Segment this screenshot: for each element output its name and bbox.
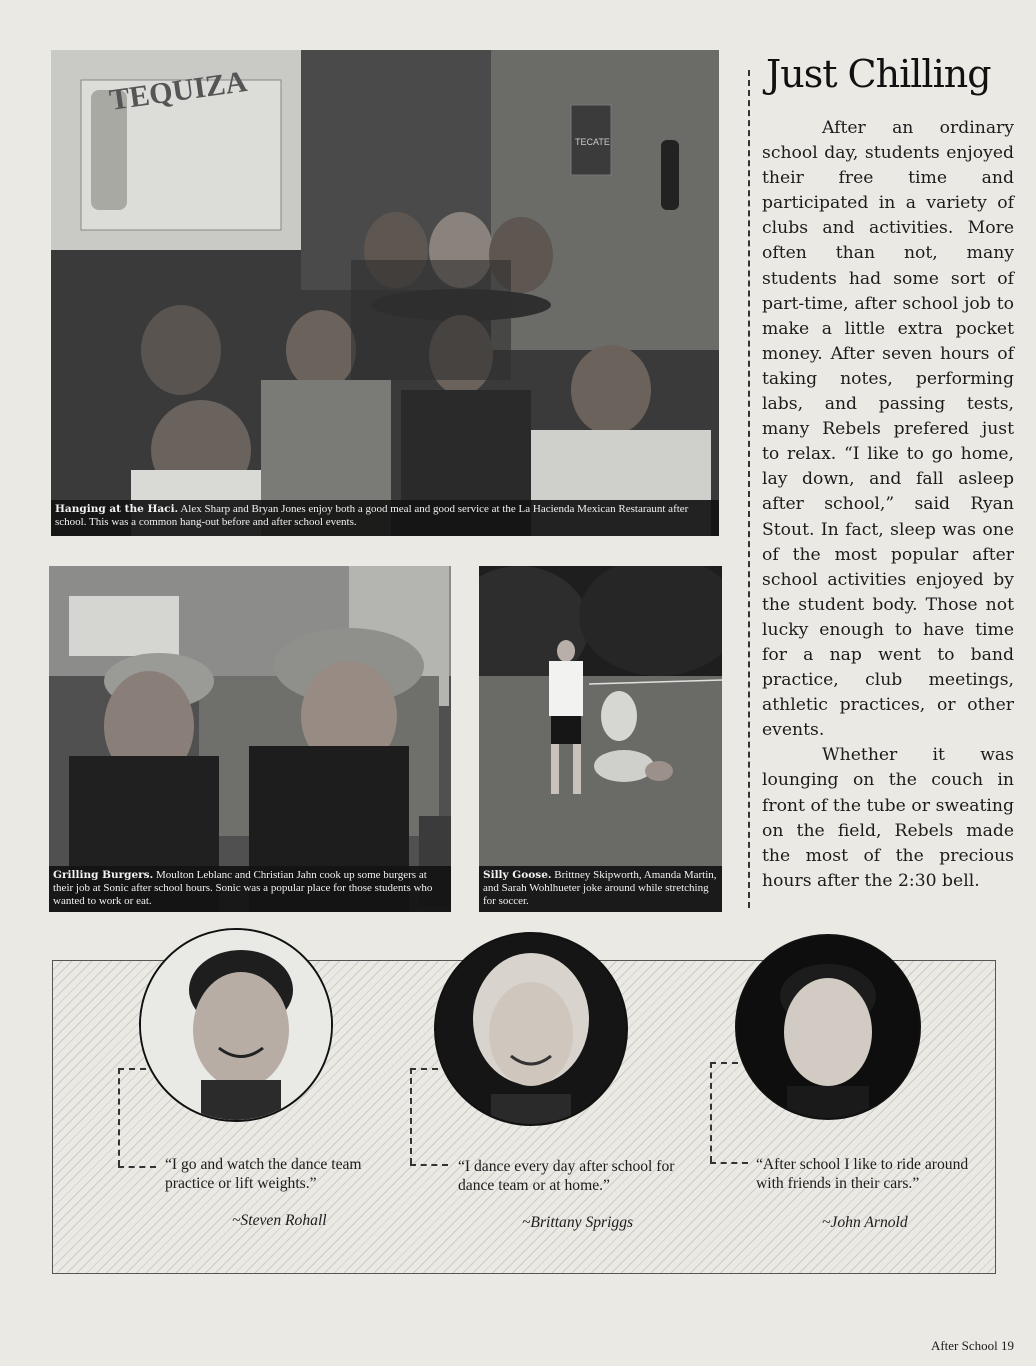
caption-text: Brittney Skipworth, Amanda Martin, and Sarah Wohlhueter joke around while stretching for soccer.	[483, 869, 717, 907]
portrait-steven-rohall	[139, 928, 333, 1122]
quote-author: ~Brittany Spriggs	[522, 1214, 634, 1231]
caption-text: Moulton Leblanc and Christian Jahn cook up some burgers at their job at Sonic after school hours. Sonic was a popular place for those students who wanted to work or eat.	[53, 869, 433, 907]
quote-bracket	[710, 1162, 748, 1164]
portrait-image	[141, 930, 331, 1120]
article-body	[762, 116, 1014, 894]
column-divider	[748, 70, 750, 908]
portrait-image	[737, 936, 919, 1118]
kitchen-photo	[49, 566, 451, 912]
quote-bracket	[410, 1068, 412, 1164]
quote-text: “I go and watch the dance team practice or lift weights.”	[165, 1156, 362, 1192]
photo-caption	[51, 500, 719, 536]
quote-text: “I dance every day after school for dance team or at home.”	[458, 1158, 675, 1194]
quote-bracket	[118, 1068, 120, 1166]
quote-text: “After school I like to ride around with friends in their cars.”	[756, 1156, 969, 1192]
quote-bracket	[410, 1164, 448, 1166]
article-paragraph: After an ordinary school day, students enjoyed their free time and participated in a variety of clubs and activities. More often than not, many students had some sort of part-time, after school job to make a little extra pocket money. After seven hours of taking notes, performing labs, and passing tests, many Rebels prefered just to relax. “I like to go home, lay down, and fall asleep after school,” said Ryan Stout. In fact, sleep was one of the most popular after school activities enjoyed by the student body. Those not lucky enough to have time for a nap went to band practice, club meetings, athletic practices, or other events.	[762, 118, 1014, 741]
soccer-field-photo	[479, 566, 722, 912]
tequiza-sign: TEQUIZA	[107, 64, 250, 117]
photo-grilling-burgers	[49, 566, 451, 912]
caption-title: Hanging at the Haci.	[55, 503, 179, 515]
quote-author: ~John Arnold	[822, 1214, 908, 1231]
article-paragraph: Whether it was lounging on the couch in front of the tube or sweating on the field, Rebels made the most of the precious hours after the 2:30 bell.	[762, 745, 1014, 891]
quote-bracket	[710, 1062, 712, 1162]
quote-author: ~Steven Rohall	[232, 1212, 327, 1229]
photo-caption	[479, 866, 722, 912]
quote-bracket	[410, 1068, 438, 1070]
portrait-john-arnold	[735, 934, 921, 1120]
tecate-poster: TECATE	[575, 137, 610, 147]
photo-hanging-at-haci	[51, 50, 719, 536]
portrait-brittany-spriggs	[434, 932, 628, 1126]
quote-bracket	[710, 1062, 738, 1064]
photo-caption	[49, 866, 451, 912]
caption-title: Grilling Burgers.	[53, 869, 154, 881]
page-folio: After School 19	[930, 1338, 1014, 1353]
page-headline: Just Chilling	[766, 52, 991, 96]
photo-silly-goose	[479, 566, 722, 912]
quote-bracket	[118, 1068, 146, 1070]
portrait-image	[436, 934, 626, 1124]
quote-bracket	[118, 1166, 156, 1168]
caption-text: Alex Sharp and Bryan Jones enjoy both a good meal and good service at the La Hacienda Mexican Restaraunt after school. This was a common hang-out before and after school events.	[55, 503, 689, 528]
caption-title: Silly Goose.	[483, 869, 552, 881]
